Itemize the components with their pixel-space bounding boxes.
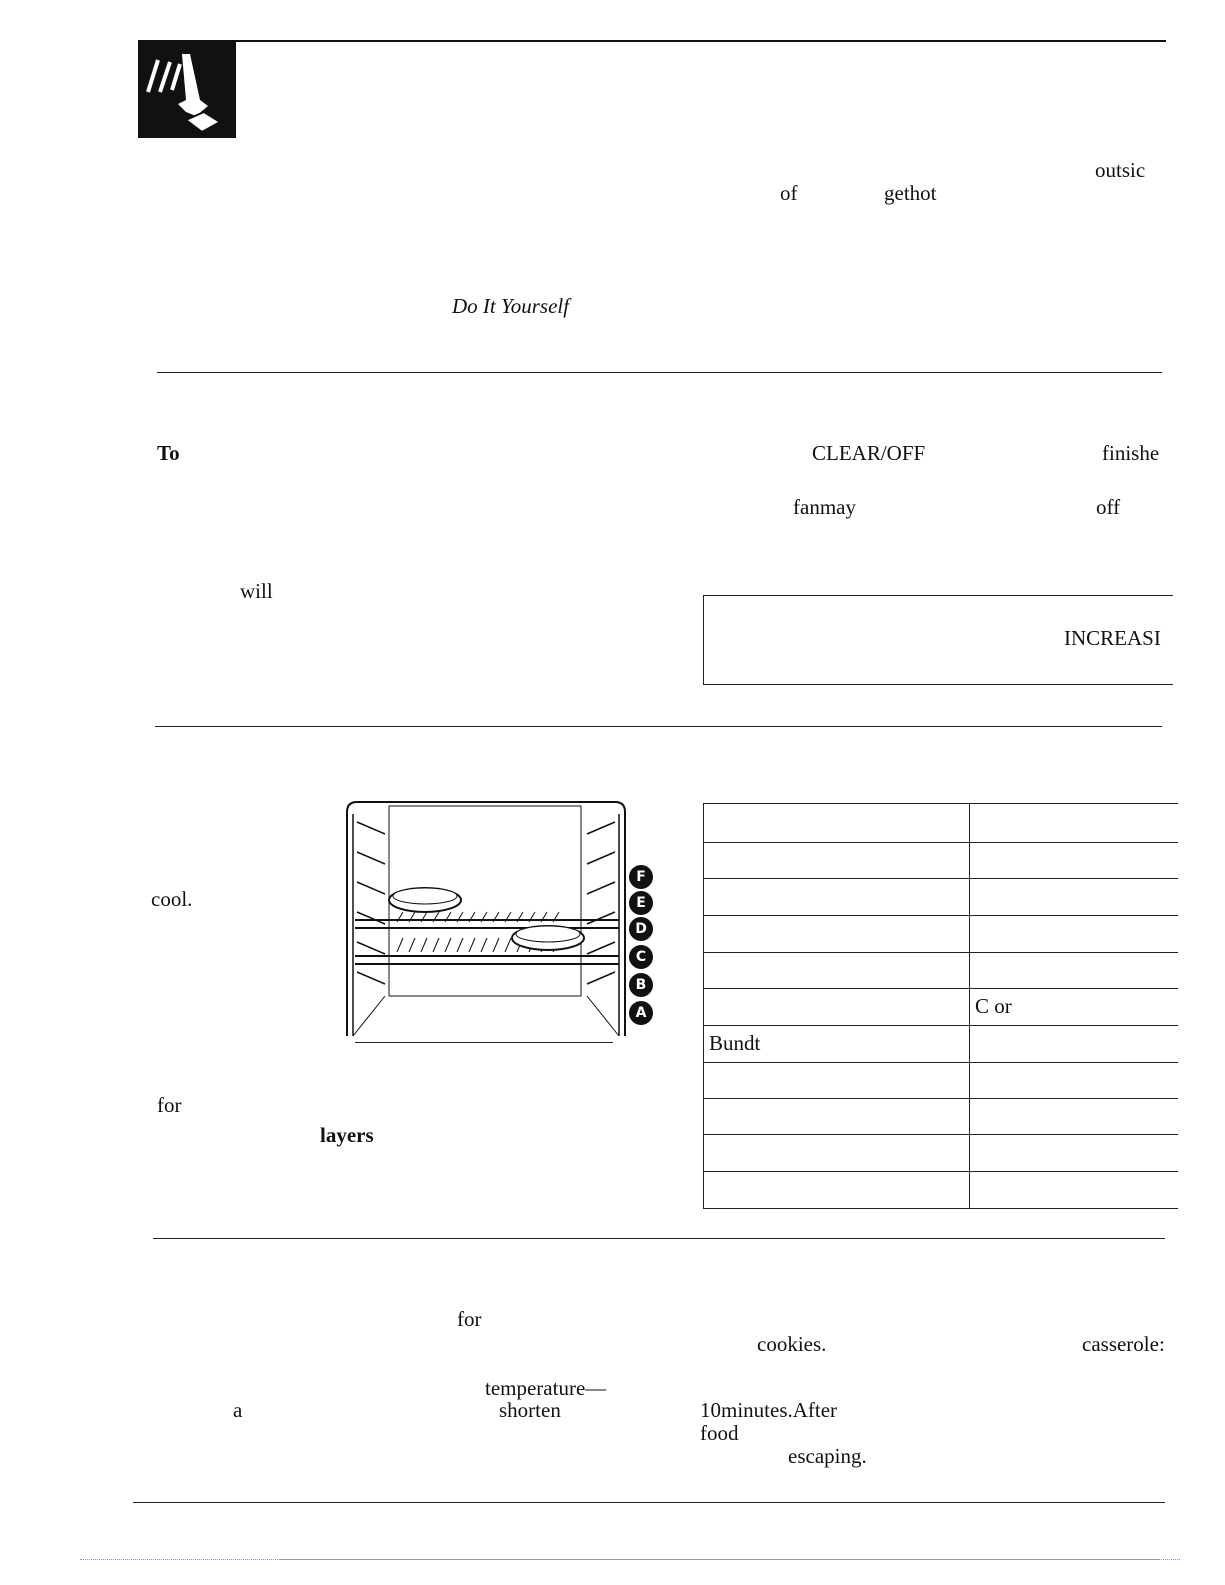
text-for-1: for [157,1093,182,1117]
oven-rack-figure [343,800,628,1038]
table-cell-bundt: Bundt [709,1031,761,1055]
text-of: of [780,181,798,205]
text-layers: layers [320,1123,374,1147]
text-off: off [1096,495,1121,519]
rack-label-b: B [629,973,653,997]
section-divider-2 [155,726,1162,727]
text-get-hot: gethot [884,181,937,205]
text-increase: INCREASI [1064,626,1161,650]
text-escaping: escaping. [788,1444,867,1468]
rack-label-c: C [629,945,653,969]
text-will: will [240,579,273,603]
text-finished: finishe [1102,441,1160,465]
rack-label-f: F [629,865,653,889]
rack-label-d: D [629,917,653,941]
rack-label-a: A [629,1001,653,1025]
text-do-it-yourself: Do It Yourself [452,294,570,318]
table-cell-c-or: C or [975,994,1012,1018]
text-shorten: shorten [499,1398,561,1422]
text-cookies: cookies. [757,1332,827,1356]
text-a: a [233,1398,243,1422]
section-divider-3 [153,1238,1165,1239]
section-divider-1 [157,372,1162,373]
text-outside: outsiс [1095,158,1146,182]
text-for-2: for [457,1307,482,1331]
top-rule [138,40,1166,42]
text-fan-may: fanmay [793,495,856,519]
text-casseroles: casserole: [1082,1332,1165,1356]
text-ten-minutes: 10minutes.After [700,1398,838,1422]
text-cool: cool. [151,887,193,911]
section-divider-4 [133,1502,1165,1503]
text-temperature: temperature— [485,1376,607,1400]
text-to: To [157,441,180,465]
hand-pressing-pad-icon [138,42,236,138]
text-food: food [700,1421,739,1445]
footer-solid-rule [280,1559,1160,1560]
rack-label-e: E [629,891,653,915]
figure-caption-rule [355,1042,613,1043]
text-clear-off: CLEAR/OFF [812,441,926,465]
